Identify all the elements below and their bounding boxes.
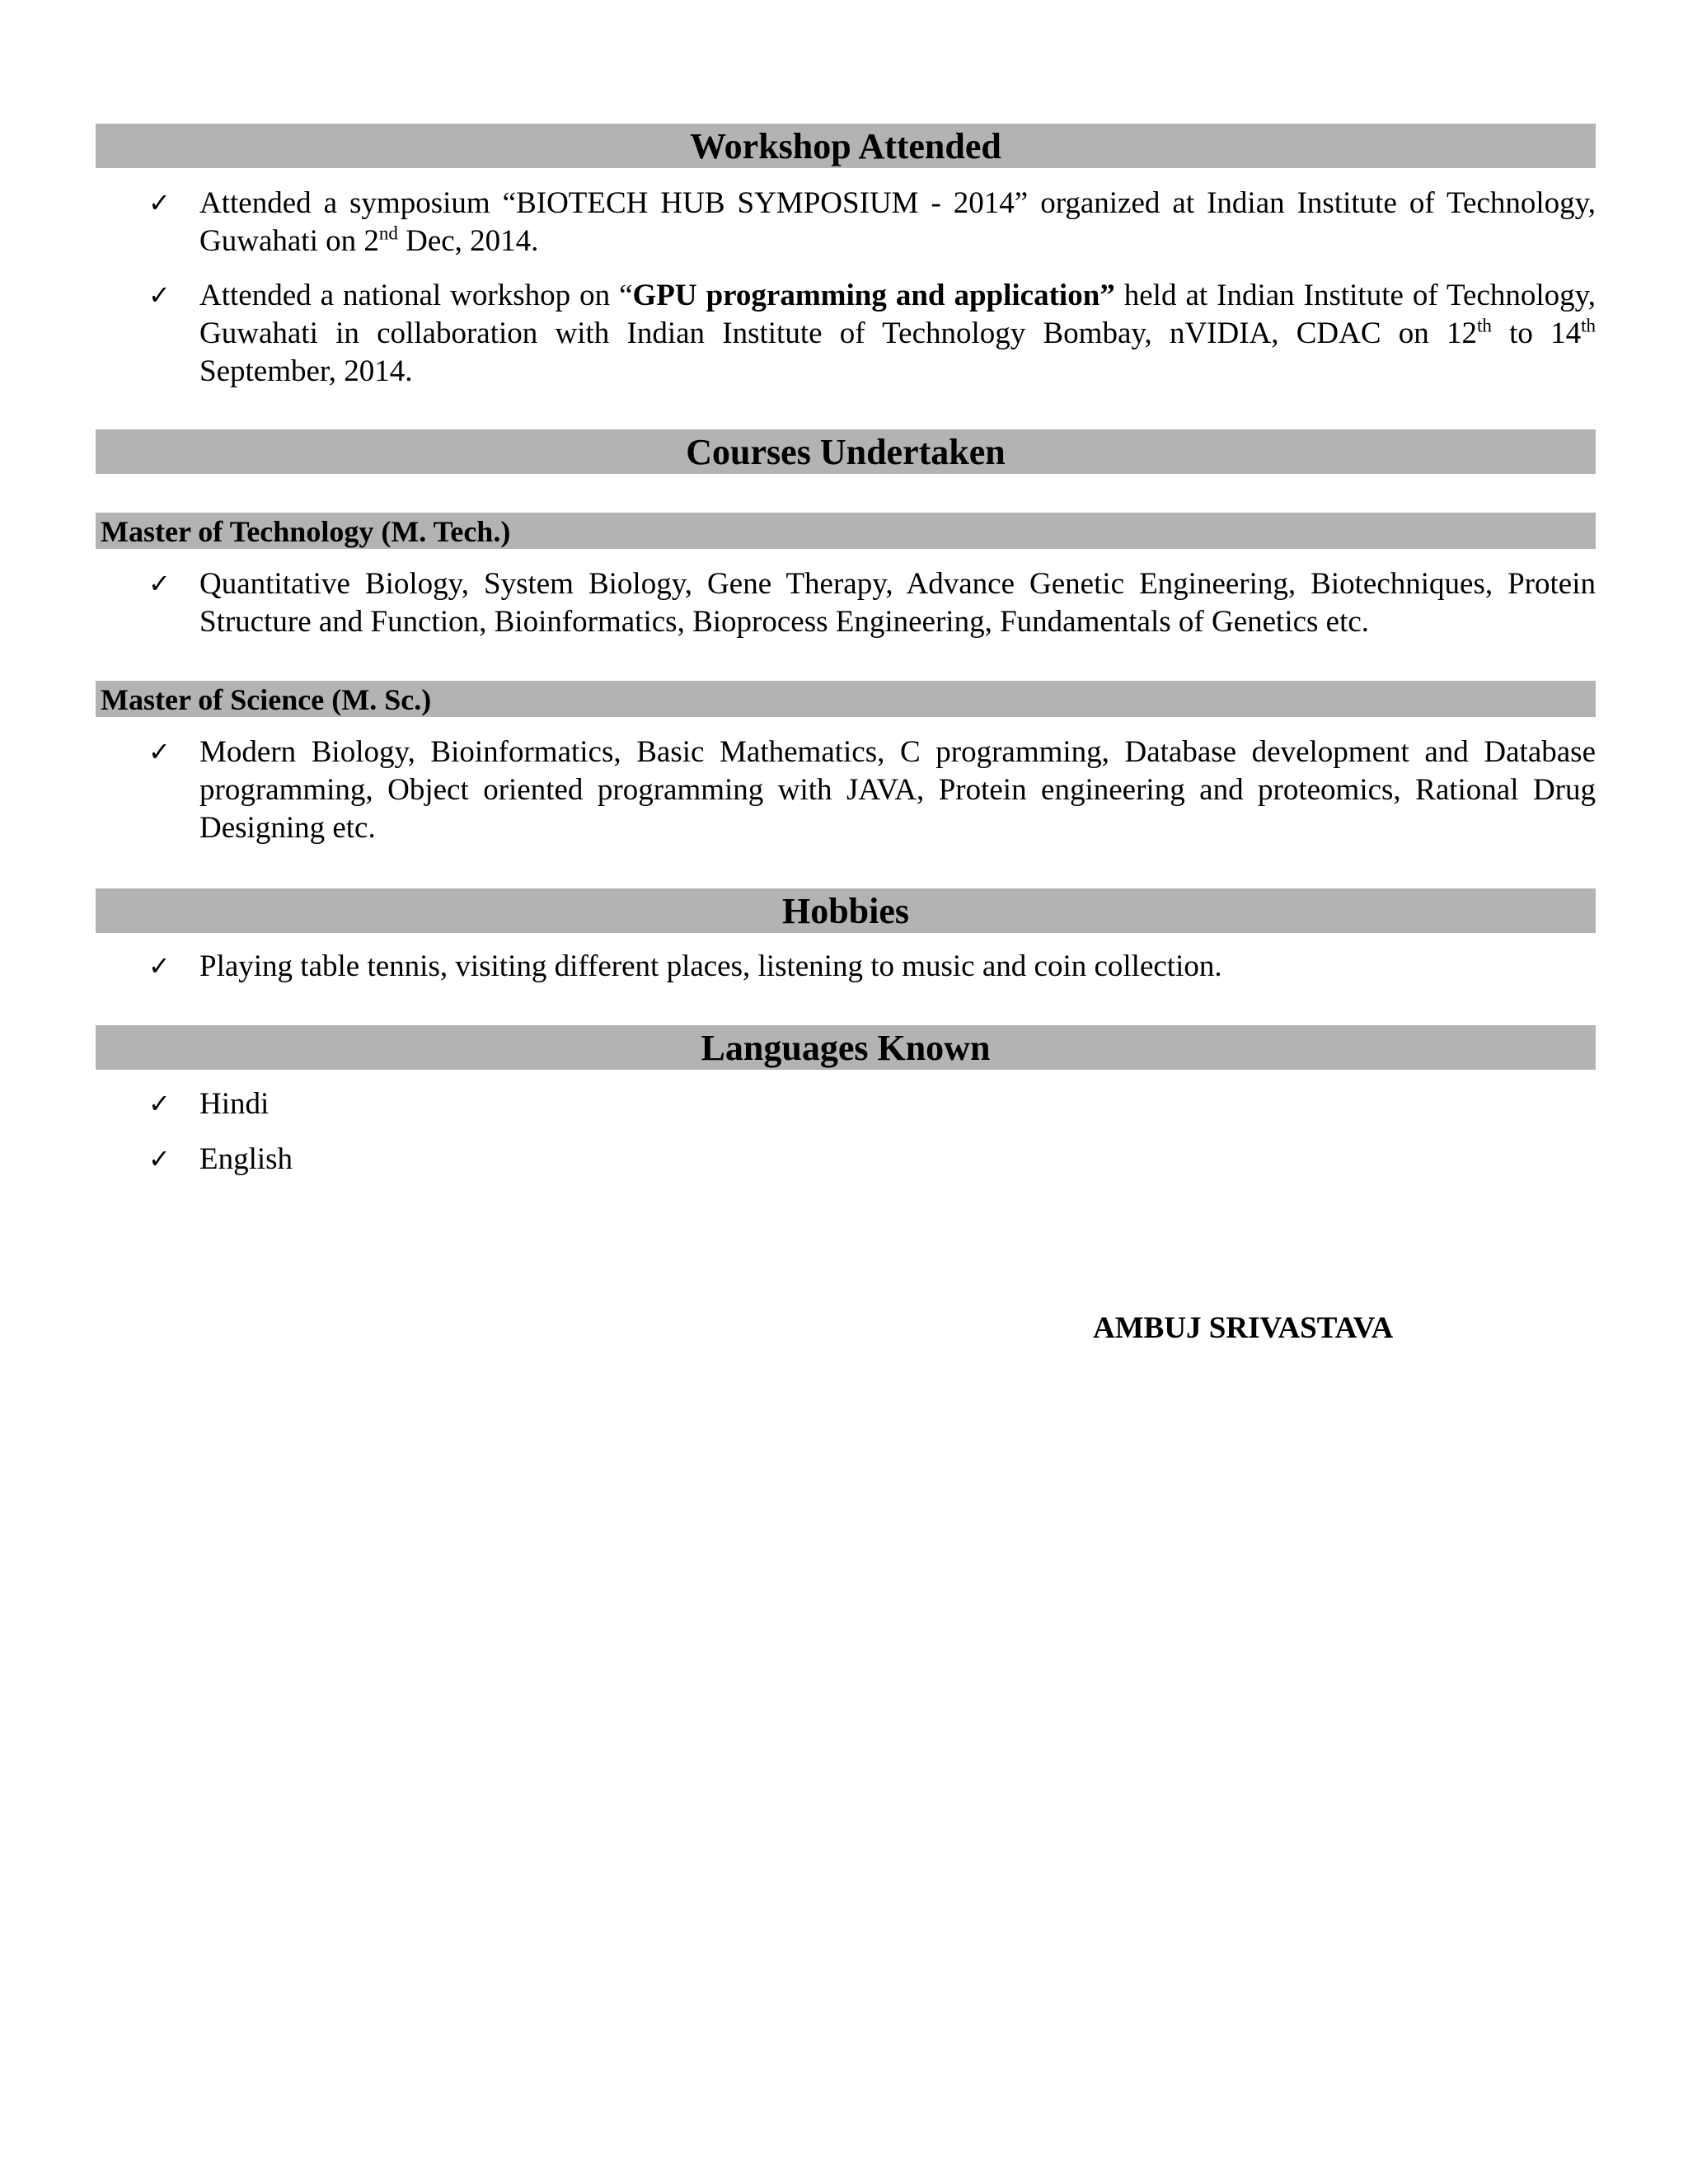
subheading-msc: Master of Science (M. Sc.) (96, 681, 1596, 717)
checkmark-icon: ✓ (148, 187, 171, 218)
workshop-2-text: Attended a national workshop on “GPU programming and application” held at Indian Institute of Technology, Guwahati in collaboration with Indian Institute of Technology Bombay, nVIDIA, CDAC on 12th to 14th September, 2014. (199, 279, 1596, 388)
list-item-workshop-2 (148, 277, 1596, 391)
workshop-1-text: Attended a symposium “BIOTECH HUB SYMPOSIUM - 2014” organized at Indian Institute of Technology, Guwahati on 2nd Dec, 2014. (199, 186, 1596, 258)
language-english: English (199, 1142, 293, 1176)
section-heading-courses: Courses Undertaken (96, 429, 1596, 474)
language-hindi: Hindi (199, 1087, 270, 1121)
list-item-msc-courses (148, 733, 1596, 847)
checkmark-icon: ✓ (148, 568, 171, 599)
list-item-language (148, 1141, 1596, 1179)
checkmark-icon: ✓ (148, 279, 171, 311)
list-item-language (148, 1085, 1596, 1123)
section-heading-workshops: Workshop Attended (96, 124, 1596, 168)
hobbies-text: Playing table tennis, visiting different places, listening to music and coin collection. (199, 949, 1222, 983)
checkmark-icon: ✓ (148, 1088, 171, 1119)
msc-courses-text: Modern Biology, Bioinformatics, Basic Mathematics, C programming, Database development and Database programming, Object oriented programming with JAVA, Protein engineering and proteomics, Rational Drug Designing etc. (199, 735, 1596, 845)
subheading-mtech: Master of Technology (M. Tech.) (96, 513, 1596, 549)
section-heading-hobbies: Hobbies (96, 888, 1596, 933)
list-item-hobbies (148, 948, 1596, 986)
list-item-mtech-courses (148, 565, 1596, 641)
list-item-workshop-1 (148, 185, 1596, 260)
checkmark-icon: ✓ (148, 736, 171, 767)
signature-name: AMBUJ SRIVASTAVA (1093, 1311, 1394, 1345)
section-heading-languages: Languages Known (96, 1025, 1596, 1070)
checkmark-icon: ✓ (148, 1143, 171, 1174)
mtech-courses-text: Quantitative Biology, System Biology, Gene Therapy, Advance Genetic Engineering, Biotechniques, Protein Structure and Function, Bioinformatics, Bioprocess Engineering, Fundamentals of Genetics etc. (199, 567, 1596, 639)
checkmark-icon: ✓ (148, 950, 171, 982)
